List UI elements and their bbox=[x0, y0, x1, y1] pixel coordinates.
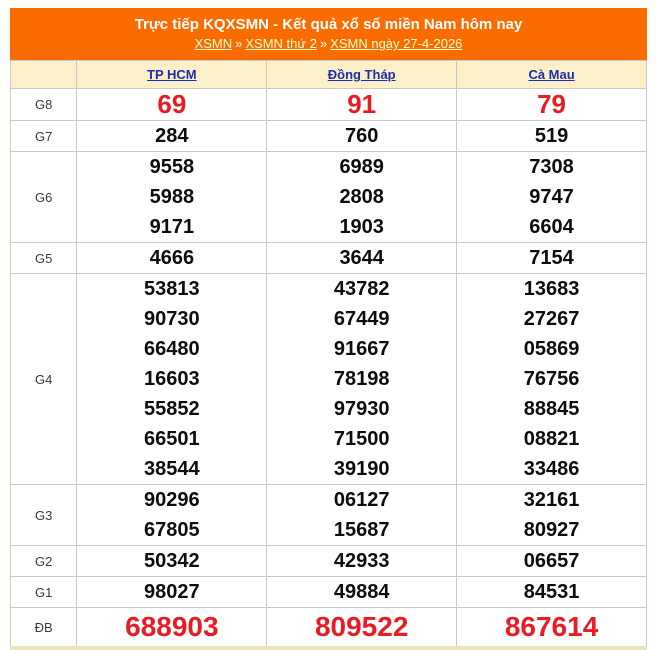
result-number: 66480 bbox=[144, 338, 200, 360]
result-number: 50342 bbox=[144, 550, 200, 572]
result-number: 69 bbox=[157, 89, 187, 119]
result-number: 98027 bbox=[144, 581, 200, 603]
result-cell-G1-col2 bbox=[457, 577, 647, 608]
result-number: 05869 bbox=[523, 338, 580, 360]
result-cell-G5-col1 bbox=[267, 243, 457, 274]
result-cell-G6-col1 bbox=[267, 152, 457, 243]
prize-row-G5 bbox=[11, 243, 647, 274]
result-number: 688903 bbox=[125, 611, 219, 642]
result-number: 53813 bbox=[144, 278, 200, 300]
result-number: 3644 bbox=[339, 247, 384, 269]
result-number: 79 bbox=[537, 89, 567, 119]
result-cell-G6-col0 bbox=[77, 152, 267, 243]
result-number: 760 bbox=[345, 125, 379, 147]
column-header-tphcm bbox=[77, 61, 267, 89]
result-number: 9171 bbox=[149, 216, 195, 238]
result-cell-G5-col2 bbox=[457, 243, 647, 274]
prize-label-G7: G7 bbox=[11, 121, 77, 152]
province-link-tphcm[interactable]: TP HCM bbox=[147, 67, 197, 82]
prize-row-G1 bbox=[11, 577, 647, 608]
column-header-ca-mau bbox=[457, 61, 647, 89]
result-number: 27267 bbox=[523, 308, 580, 330]
result-cell-G6-col2 bbox=[457, 152, 647, 243]
result-cell-G4-col2 bbox=[457, 274, 647, 485]
result-cell-G3-col1 bbox=[267, 485, 457, 546]
province-link-dong-thap[interactable]: Đồng Tháp bbox=[327, 67, 396, 82]
prize-label-G5: G5 bbox=[11, 243, 77, 274]
result-cell-G2-col1 bbox=[267, 546, 457, 577]
result-number: 13683 bbox=[523, 278, 580, 300]
page-title: Trực tiếp KQXSMN - Kết quả xổ số miền Nam hôm nay bbox=[134, 16, 523, 33]
prize-row-G6 bbox=[11, 152, 647, 243]
results-table bbox=[10, 60, 647, 650]
prize-label-ĐB: ĐB bbox=[11, 608, 77, 649]
result-number: 15687 bbox=[333, 519, 390, 541]
result-number: 84531 bbox=[523, 581, 580, 603]
result-number: 08821 bbox=[523, 428, 580, 450]
result-number: 91667 bbox=[333, 338, 390, 360]
breadcrumb-separator: » bbox=[319, 36, 328, 51]
province-link-ca-mau[interactable]: Cà Mau bbox=[528, 67, 575, 82]
result-number: 809522 bbox=[314, 611, 409, 642]
prize-row-G7 bbox=[11, 121, 647, 152]
prize-label-G2: G2 bbox=[11, 546, 77, 577]
result-number: 32161 bbox=[523, 489, 580, 511]
result-number: 7308 bbox=[529, 156, 574, 178]
result-cell-G8-col0 bbox=[77, 89, 267, 121]
result-number: 38544 bbox=[144, 458, 200, 480]
prize-row-ĐB bbox=[11, 608, 647, 649]
result-cell-G7-col2 bbox=[457, 121, 647, 152]
result-number: 5988 bbox=[149, 186, 195, 208]
result-number: 4666 bbox=[149, 247, 195, 269]
result-number: 97930 bbox=[333, 398, 390, 420]
result-cell-ĐB-col0 bbox=[77, 608, 267, 649]
result-cell-G8-col2 bbox=[457, 89, 647, 121]
header-banner bbox=[10, 8, 647, 60]
result-number: 867614 bbox=[504, 611, 599, 642]
result-number: 66501 bbox=[144, 428, 200, 450]
prize-label-G4: G4 bbox=[11, 274, 77, 485]
prize-label-G3: G3 bbox=[11, 485, 77, 546]
prize-label-G8: G8 bbox=[11, 89, 77, 121]
result-number: 76756 bbox=[523, 368, 580, 390]
result-number: 519 bbox=[534, 125, 569, 147]
breadcrumb-link-xsmn[interactable]: XSMN bbox=[194, 36, 233, 51]
result-cell-G3-col2 bbox=[457, 485, 647, 546]
result-cell-ĐB-col1 bbox=[267, 608, 457, 649]
result-cell-G7-col0 bbox=[77, 121, 267, 152]
result-cell-G7-col1 bbox=[267, 121, 457, 152]
result-cell-G5-col0 bbox=[77, 243, 267, 274]
prize-row-G2 bbox=[11, 546, 647, 577]
breadcrumb-link-xsmn-ngay[interactable]: XSMN ngày 27-4-2026 bbox=[330, 36, 463, 51]
result-number: 49884 bbox=[333, 581, 390, 603]
result-number: 06127 bbox=[333, 489, 390, 511]
result-cell-G1-col0 bbox=[77, 577, 267, 608]
prize-row-G4 bbox=[11, 274, 647, 485]
result-number: 2808 bbox=[339, 186, 384, 208]
result-number: 16603 bbox=[144, 368, 200, 390]
result-cell-G3-col0 bbox=[77, 485, 267, 546]
result-number: 80927 bbox=[523, 519, 580, 541]
result-number: 90730 bbox=[144, 308, 200, 330]
result-number: 55852 bbox=[144, 398, 200, 420]
result-number: 78198 bbox=[333, 368, 390, 390]
result-number: 06657 bbox=[523, 550, 580, 572]
result-number: 39190 bbox=[333, 458, 390, 480]
result-cell-ĐB-col2 bbox=[457, 608, 647, 649]
breadcrumb-separator: » bbox=[235, 36, 243, 51]
result-cell-G2-col0 bbox=[77, 546, 267, 577]
prize-row-G8 bbox=[11, 89, 647, 121]
result-number: 67805 bbox=[144, 519, 200, 541]
result-cell-G2-col2 bbox=[457, 546, 647, 577]
result-number: 33486 bbox=[523, 458, 580, 480]
result-number: 284 bbox=[155, 125, 189, 147]
result-number: 67449 bbox=[333, 308, 390, 330]
result-number: 6989 bbox=[339, 156, 384, 178]
breadcrumb-link-xsmn-thu-2[interactable]: XSMN thứ 2 bbox=[245, 36, 317, 51]
result-number: 7154 bbox=[529, 247, 574, 269]
breadcrumb bbox=[14, 35, 643, 52]
result-number: 91 bbox=[347, 89, 377, 119]
results-tbody bbox=[11, 89, 647, 649]
result-number: 90296 bbox=[144, 489, 200, 511]
result-cell-G4-col0 bbox=[77, 274, 267, 485]
result-number: 71500 bbox=[333, 428, 390, 450]
result-cell-G8-col1 bbox=[267, 89, 457, 121]
prize-row-G3 bbox=[11, 485, 647, 546]
result-number: 88845 bbox=[523, 398, 580, 420]
result-cell-G1-col1 bbox=[267, 577, 457, 608]
result-number: 9747 bbox=[529, 186, 574, 208]
result-number: 6604 bbox=[529, 216, 574, 238]
result-number: 42933 bbox=[333, 550, 390, 572]
corner-cell bbox=[11, 61, 77, 89]
result-cell-G4-col1 bbox=[267, 274, 457, 485]
column-header-dong-thap bbox=[267, 61, 457, 89]
result-number: 9558 bbox=[149, 156, 195, 178]
column-header-row bbox=[11, 61, 647, 89]
prize-label-G6: G6 bbox=[11, 152, 77, 243]
result-number: 43782 bbox=[333, 278, 390, 300]
prize-label-G1: G1 bbox=[11, 577, 77, 608]
result-number: 1903 bbox=[339, 216, 384, 238]
